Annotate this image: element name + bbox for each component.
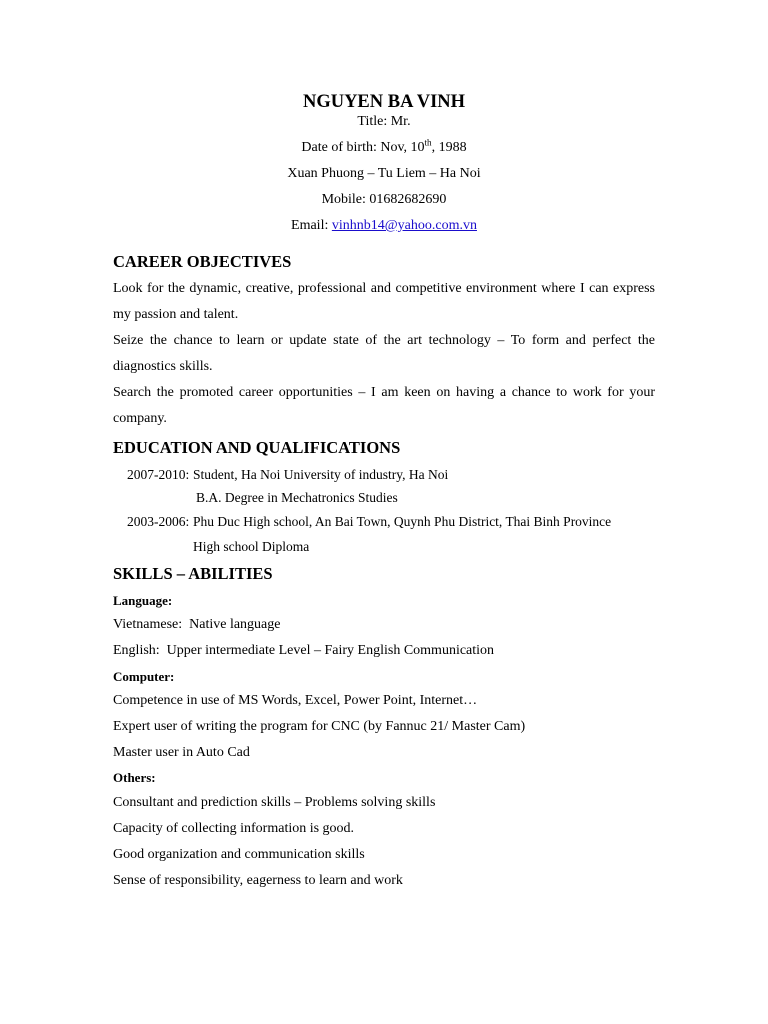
computer-item: Competence in use of MS Words, Excel, Power Point, Internet… bbox=[113, 693, 478, 708]
education-period: 2003-2006: bbox=[127, 514, 190, 529]
education-degree: B.A. Degree in Mechatronics Studies bbox=[196, 490, 398, 505]
others-item: Consultant and prediction skills – Problems solving skills bbox=[113, 795, 436, 810]
education-school: Student, Ha Noi University of industry, Ha Noi bbox=[193, 467, 449, 482]
email-link[interactable]: vinhnb14@yahoo.com.vn bbox=[331, 218, 477, 233]
career-paragraph: Seize the chance to learn or update state of the art technology – To form and perfect the diagnostics skills. bbox=[113, 333, 655, 374]
computer-item: Expert user of writing the program for CNC (by Fannuc 21/ Master Cam) bbox=[113, 719, 526, 734]
others-item: Good organization and communication skills bbox=[113, 847, 365, 862]
email-line bbox=[0, 218, 768, 234]
education-period: 2007-2010: bbox=[127, 467, 190, 482]
education-heading: EDUCATION AND QUALIFICATIONS bbox=[113, 438, 401, 457]
others-item: Sense of responsibility, eagerness to learn and work bbox=[113, 873, 403, 888]
language-item: English: Upper intermediate Level – Fairy English Communication bbox=[113, 643, 495, 658]
mobile-line: Mobile: 01682682690 bbox=[321, 192, 447, 207]
career-paragraph: Search the promoted career opportunities – I am keen on having a chance to work for your company. bbox=[113, 385, 655, 426]
computer-item: Master user in Auto Cad bbox=[113, 745, 250, 760]
education-degree: High school Diploma bbox=[193, 539, 310, 554]
others-item: Capacity of collecting information is good. bbox=[113, 821, 355, 836]
skills-heading: SKILLS – ABILITIES bbox=[113, 564, 273, 583]
dob-superscript: th bbox=[424, 137, 432, 148]
language-item: Vietnamese: Native language bbox=[113, 617, 281, 632]
title-line: Title: Mr. bbox=[357, 114, 411, 129]
education-school: Phu Duc High school, An Bai Town, Quynh Phu District, Thai Binh Province bbox=[193, 514, 612, 529]
dob-suffix: , 1988 bbox=[431, 140, 467, 155]
dob-line bbox=[0, 137, 768, 156]
address-line: Xuan Phuong – Tu Liem – Ha Noi bbox=[287, 166, 481, 181]
dob-prefix: Date of birth: Nov, 10 bbox=[301, 140, 425, 155]
language-subheading: Language: bbox=[113, 593, 173, 608]
others-subheading: Others: bbox=[113, 770, 156, 785]
candidate-name: NGUYEN BA VINH bbox=[302, 92, 466, 112]
email-label: Email: bbox=[291, 218, 329, 233]
career-paragraph: Look for the dynamic, creative, professional and competitive environment where I can express my passion and talent. bbox=[113, 281, 655, 322]
career-objectives-heading: CAREER OBJECTIVES bbox=[113, 252, 292, 271]
computer-subheading: Computer: bbox=[113, 669, 175, 684]
